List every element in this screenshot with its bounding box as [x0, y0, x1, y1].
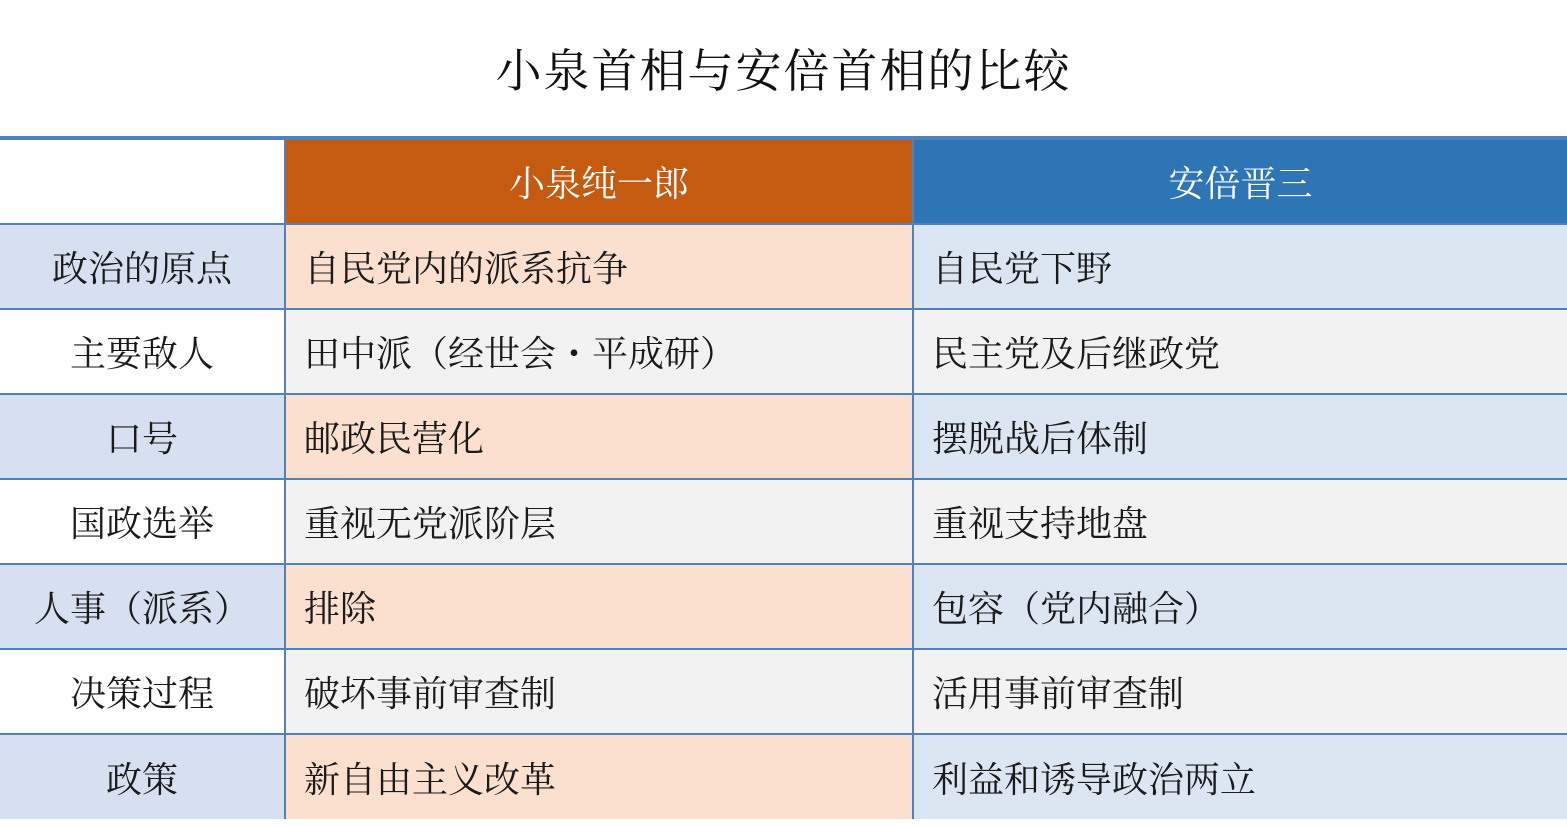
table-row [0, 394, 1567, 479]
table-row [0, 734, 1567, 819]
header-cell-koizumi: 小泉纯一郎 [285, 139, 913, 224]
cell-abe: 民主党及后继政党 [913, 309, 1567, 394]
comparison-table [0, 138, 1567, 819]
table-header-row [0, 139, 1567, 224]
header-cell-abe: 安倍晋三 [913, 139, 1567, 224]
cell-koizumi: 新自由主义改革 [285, 734, 913, 819]
cell-abe: 摆脱战后体制 [913, 394, 1567, 479]
row-label: 政治的原点 [0, 224, 285, 309]
row-label: 主要敌人 [0, 309, 285, 394]
table-row [0, 564, 1567, 649]
title-bar [0, 0, 1567, 138]
cell-abe: 重视支持地盘 [913, 479, 1567, 564]
cell-koizumi: 排除 [285, 564, 913, 649]
table-row [0, 309, 1567, 394]
cell-koizumi: 邮政民营化 [285, 394, 913, 479]
table-row [0, 479, 1567, 564]
cell-abe: 活用事前审查制 [913, 649, 1567, 734]
row-label: 决策过程 [0, 649, 285, 734]
page-title: 小泉首相与安倍首相的比较 [495, 46, 1072, 97]
cell-koizumi: 重视无党派阶层 [285, 479, 913, 564]
row-label: 人事（派系） [0, 564, 285, 649]
header-cell-blank [0, 139, 285, 224]
row-label: 国政选举 [0, 479, 285, 564]
cell-abe: 利益和诱导政治两立 [913, 734, 1567, 819]
cell-koizumi: 自民党内的派系抗争 [285, 224, 913, 309]
table-row [0, 649, 1567, 734]
cell-koizumi: 破坏事前审查制 [285, 649, 913, 734]
cell-koizumi: 田中派（经世会・平成研） [285, 309, 913, 394]
cell-abe: 自民党下野 [913, 224, 1567, 309]
cell-abe: 包容（党内融合） [913, 564, 1567, 649]
table-row [0, 224, 1567, 309]
row-label: 政策 [0, 734, 285, 819]
row-label: 口号 [0, 394, 285, 479]
